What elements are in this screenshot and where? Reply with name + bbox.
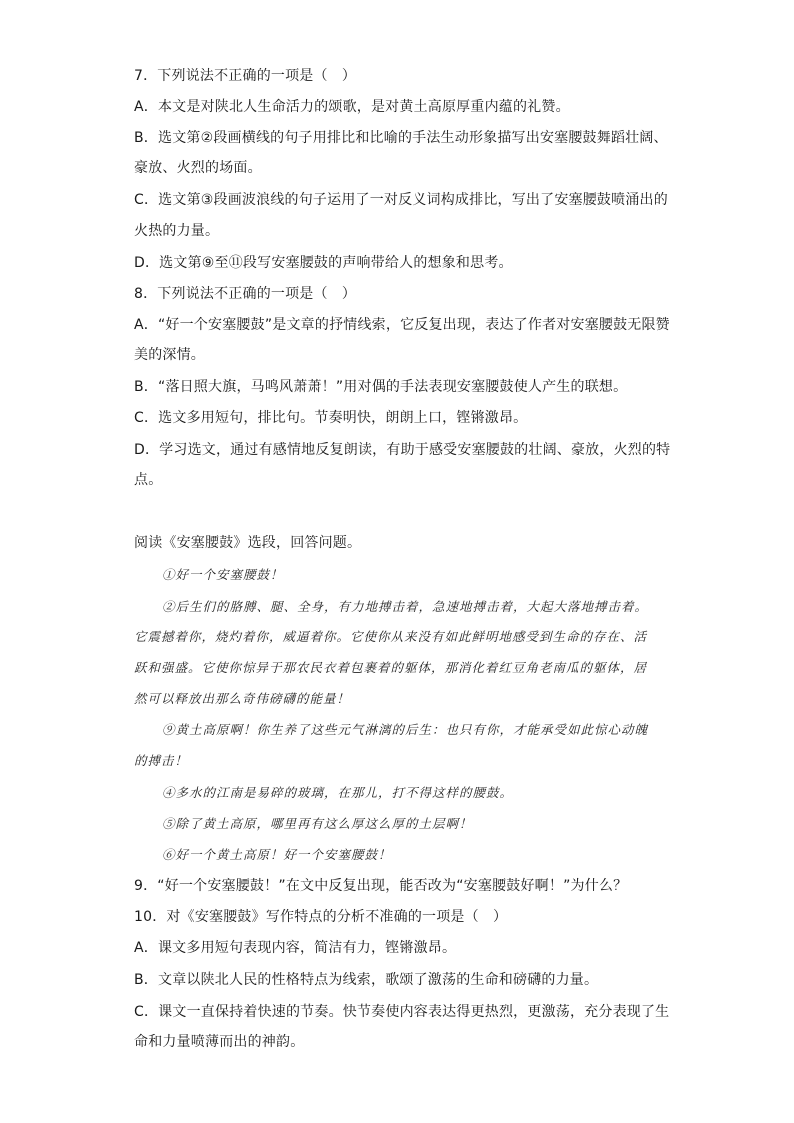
reading-intro: 阅读《安塞腰鼓》选段，回答问题。 bbox=[134, 535, 362, 551]
q8-option-d-line1: D．学习选文，通过有感情地反复朗读，有助于感受安塞腰鼓的壮阔、豪放，火烈的特 bbox=[134, 442, 671, 458]
q7-option-d: D．选文第⑨至⑪段写安塞腰鼓的声响带给人的想象和思考。 bbox=[134, 255, 513, 271]
q8-option-a-line2: 美的深情。 bbox=[134, 347, 205, 363]
q7-option-b-line1: B．选文第②段画横线的句子用排比和比喻的手法生动形象描写出安塞腰鼓舞蹈壮阔、 bbox=[134, 130, 668, 146]
excerpt-para-6: ⑥好一个黄土高原！好一个安塞腰鼓！ bbox=[162, 847, 392, 862]
excerpt-para-4: ④多水的江南是易碎的玻璃，在那儿，打不得这样的腰鼓。 bbox=[162, 785, 514, 800]
excerpt-para-5: ⑤除了黄土高原，哪里再有这么厚这么厚的土层啊！ bbox=[162, 816, 473, 831]
q10-stem: 10．对《安塞腰鼓》写作特点的分析不准确的一项是（ ） bbox=[134, 909, 508, 925]
excerpt-para-2-line2: 它震撼着你，烧灼着你，威逼着你。它使你从来没有如此鲜明地感受到生命的存在、活 bbox=[134, 629, 648, 644]
q7-option-b-line2: 豪放、火烈的场面。 bbox=[134, 160, 262, 176]
q10-option-b: B．文章以陕北人民的性格特点为线索，歌颂了激荡的生命和磅礴的力量。 bbox=[134, 972, 599, 988]
excerpt-para-2-line3: 跃和强盛。它使你惊异于那农民衣着包裹着的躯体，那消化着红豆角老南瓜的躯体，居 bbox=[134, 660, 648, 675]
q7-option-c-line1: C．选文第③段画波浪线的句子运用了一对反义词构成排比，写出了安塞腰鼓喷涌出的 bbox=[134, 192, 668, 208]
q8-option-a-line1: A．“好一个安塞腰鼓”是文章的抒情线索，它反复出现，表达了作者对安塞腰鼓无限赞 bbox=[134, 317, 670, 333]
q7-option-c-line2: 火热的力量。 bbox=[134, 223, 220, 239]
q10-option-c-line1: C．课文一直保持着快速的节奏。快节奏使内容表达得更热烈，更激荡，充分表现了生 bbox=[134, 1004, 670, 1020]
q8-option-c: C．选文多用短句，排比句。节奏明快，朗朗上口，铿锵激昂。 bbox=[134, 410, 528, 426]
q8-stem: 8．下列说法不正确的一项是（ ） bbox=[134, 286, 357, 302]
excerpt-para-2-line4: 然可以释放出那么奇伟磅礴的能量！ bbox=[134, 691, 351, 706]
q10-option-a: A．课文多用短句表现内容，简洁有力，铿锵激昂。 bbox=[134, 940, 457, 956]
q8-option-b: B．“落日照大旗，马鸣风萧萧！”用对偶的手法表现安塞腰鼓使人产生的联想。 bbox=[134, 379, 628, 395]
q10-option-c-line2: 命和力量喷薄而出的神韵。 bbox=[134, 1034, 305, 1050]
q7-stem: 7．下列说法不正确的一项是（ ） bbox=[134, 68, 357, 84]
q8-option-d-line2: 点。 bbox=[134, 472, 163, 488]
q9-stem: 9．“好一个安塞腰鼓！”在文中反复出现，能否改为“安塞腰鼓好啊！”为什么？ bbox=[134, 878, 628, 894]
excerpt-para-1: ①好一个安塞腰鼓！ bbox=[162, 567, 284, 582]
excerpt-para-2-line1: ②后生们的胳膊、腿、全身，有力地搏击着，急速地搏击着，大起大落地搏击着。 bbox=[162, 599, 649, 614]
excerpt-para-3-line2: 的搏击！ bbox=[134, 753, 189, 768]
q7-option-a: A．本文是对陕北人生命活力的颂歌，是对黄土高原厚重内蕴的礼赞。 bbox=[134, 99, 570, 115]
excerpt-para-3-line1: ⑨黄土高原啊！你生养了这些元气淋漓的后生：也只有你，才能承受如此惊心动魄 bbox=[162, 722, 649, 737]
